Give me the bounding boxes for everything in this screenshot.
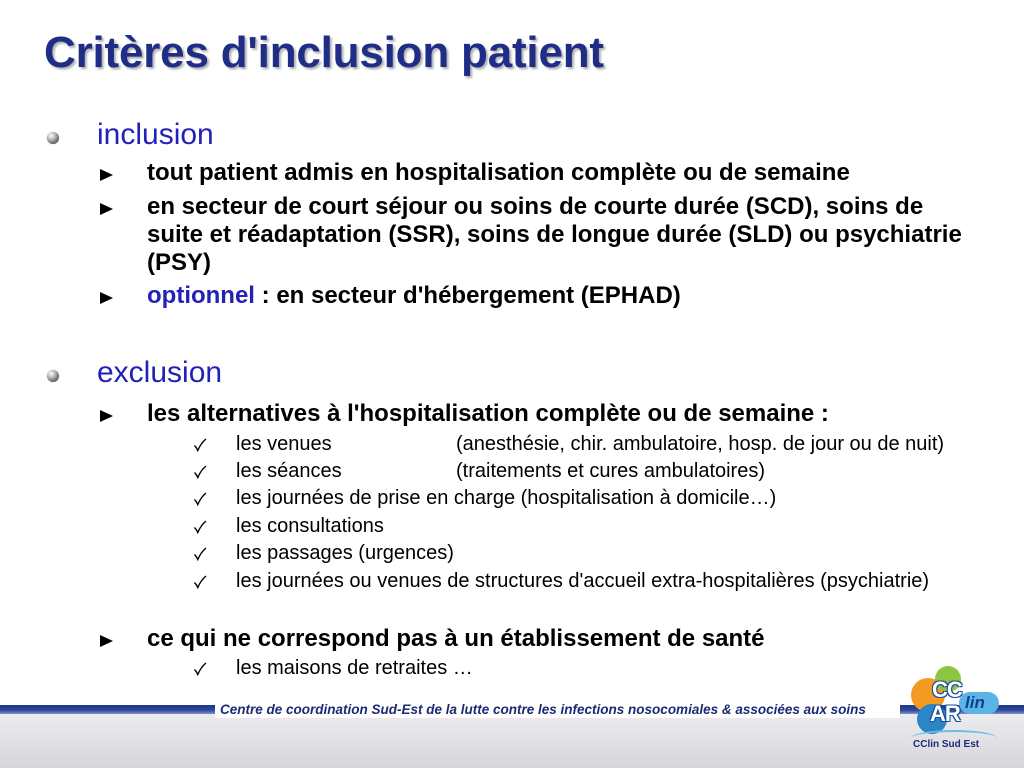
triangle-bullet-icon xyxy=(100,203,113,215)
exclusion-subitem-label: les passages (urgences) xyxy=(236,542,454,564)
slide-title: Critères d'inclusion patient xyxy=(44,28,604,77)
triangle-bullet-icon xyxy=(100,635,113,647)
list-item xyxy=(236,459,996,483)
exclusion-subitem-label: les maisons de retraites … xyxy=(236,657,473,679)
checkmark-icon xyxy=(193,438,207,452)
footer-background xyxy=(0,714,1024,768)
exclusion-group-text: les alternatives à l'hospitalisation complète ou de semaine : xyxy=(147,400,829,427)
logo-caption: CClin Sud Est xyxy=(913,739,980,750)
inclusion-item-text xyxy=(147,282,1007,310)
optional-item-text: : en secteur d'hébergement (EPHAD) xyxy=(254,282,681,309)
logo-letters-lin: lin xyxy=(965,693,985,712)
footer-caption-box xyxy=(215,702,900,718)
list-item xyxy=(236,569,996,593)
list-item xyxy=(147,625,1007,653)
exclusion-subitem-label: les consultations xyxy=(236,515,384,537)
cclin-logo xyxy=(905,660,1005,760)
exclusion-subitem-detail: (traitements et cures ambulatoires) xyxy=(456,460,766,482)
list-item xyxy=(147,282,1007,310)
sphere-bullet-icon xyxy=(47,370,59,382)
triangle-bullet-icon xyxy=(100,410,113,422)
section-heading-exclusion: exclusion xyxy=(97,356,223,389)
checkmark-icon xyxy=(193,547,207,561)
list-item xyxy=(147,193,1007,277)
checkmark-icon xyxy=(193,492,207,506)
section-heading-inclusion: inclusion xyxy=(97,118,214,151)
list-item xyxy=(147,400,1007,428)
list-item xyxy=(236,514,996,538)
checkmark-icon xyxy=(193,575,207,589)
exclusion-group-text: ce qui ne correspond pas à un établissement de santé xyxy=(147,625,765,652)
exclusion-subitem-label: les journées de prise en charge (hospitalisation à domicile…) xyxy=(236,487,777,509)
logo-letters-cc: CC xyxy=(932,677,962,702)
triangle-bullet-icon xyxy=(100,292,113,304)
checkmark-icon xyxy=(193,465,207,479)
exclusion-subitem-label: les venues xyxy=(236,433,332,455)
bullet-exclusion xyxy=(97,355,222,391)
exclusion-subitem-detail: (anesthésie, chir. ambulatoire, hosp. de jour ou de nuit) xyxy=(456,433,945,455)
exclusion-subitem-label: les séances xyxy=(236,460,342,482)
footer-caption: Centre de coordination Sud-Est de la lutte contre les infections nosocomiales & associées aux soins xyxy=(220,702,866,717)
list-item xyxy=(147,159,1007,187)
logo-letters-ar: AR xyxy=(930,701,960,726)
list-item xyxy=(236,432,996,456)
list-item xyxy=(236,541,996,565)
sphere-bullet-icon xyxy=(47,132,59,144)
list-item xyxy=(236,486,996,510)
optional-label: optionnel xyxy=(147,282,255,309)
inclusion-item-text: en secteur de court séjour ou soins de courte durée (SCD), soins de suite et réadaptation (SSR), soins de longue durée (SLD) ou psychiatrie (PSY) xyxy=(147,193,962,276)
checkmark-icon xyxy=(193,520,207,534)
inclusion-item-text: tout patient admis en hospitalisation complète ou de semaine xyxy=(147,159,850,186)
bullet-inclusion xyxy=(97,117,214,153)
exclusion-subitem-label: les journées ou venues de structures d'accueil extra-hospitalières (psychiatrie) xyxy=(236,570,930,592)
checkmark-icon xyxy=(193,662,207,676)
list-item xyxy=(236,656,996,680)
triangle-bullet-icon xyxy=(100,169,113,181)
